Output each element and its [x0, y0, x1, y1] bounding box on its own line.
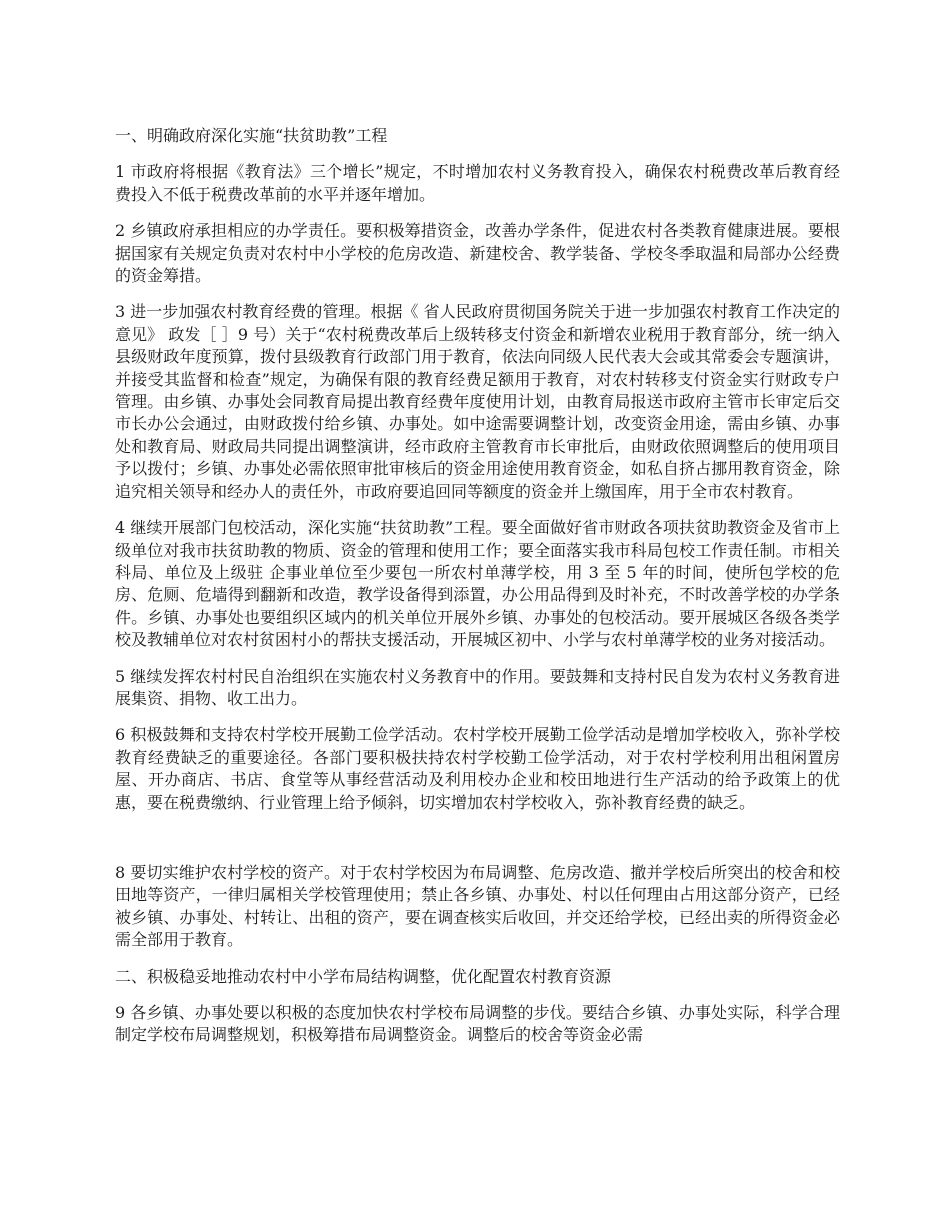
- paragraph-1: 1 市政府将根据《教育法》三个增长”规定，不时增加农村义务教育投入，确保农村税费改革后教育经费投入不低于税费改革前的水平并逐年增加。: [115, 162, 840, 204]
- paragraph-9: 9 各乡镇、办事处要以积极的态度加快农村学校布局调整的步伐。要结合乡镇、办事处实际，科学合理制定学校布局调整规划，积极筹措布局调整资金。调整后的校舍等资金必需: [115, 1003, 840, 1045]
- paragraph-5: 5 继续发挥农村村民自治组织在实施农村义务教育中的作用。要鼓舞和支持村民自发为农村义务教育进展集资、捐物、收工出力。: [115, 666, 840, 708]
- section-heading-1: 一、明确政府深化实施“扶贫助教”工程: [115, 126, 388, 145]
- document-page: [115, 125, 840, 1061]
- blank-space: [115, 828, 840, 862]
- paragraph-6: 6 积极鼓舞和支持农村学校开展勤工俭学活动。农村学校开展勤工俭学活动是增加学校收入，弥补学校教育经费缺乏的重要途径。各部门要积极扶持农村学校勤工俭学活动，对于农村学校利用出租闲置房屋、开办商店、书店、食堂等从事经营活动及利用校办企业和校田地进行生产活动的给予政策上的优惠，要在税费缴纳、行业管理上给予倾斜，切实增加农村学校收入，弥补教育经费的缺乏。: [115, 725, 840, 812]
- paragraph-3: 3 进一步加强农村教育经费的管理。根据《 省人民政府贯彻国务院关于进一步加强农村教育工作决定的意见》 政发［ ］9 号）关于“农村税费改革后上级转移支付资金和新增农业税用于教育部分，统一纳入县级财政年度预算，拨付县级教育行政部门用于教育，依法向同级人民代表大会或其常委会专题演讲，并接受其监督和检查”规定，为确保有限的教育经费足额用于教育，对农村转移支付资金实行财政专户管理。由乡镇、办事处会同教育局提出教育经费年度使用计划，由教育局报送市政府主管市长审定后交市长办公会通过，由财政拨付给乡镇、办事处。如中途需要调整计划，改变资金用途，需由乡镇、办事处和教育局、财政局共同提出调整演讲，经市政府主管教育市长审批后，由财政依照调整后的使用项目予以拨付；乡镇、办事处必需依照审批审核后的资金用途使用教育资金，如私自挤占挪用教育资金，除追究相关领导和经办人的责任外，市政府要追回同等额度的资金并上缴国库，用于全市农村教育。: [115, 302, 840, 501]
- paragraph-4: 4 继续开展部门包校活动，深化实施“扶贫助教”工程。要全面做好省市财政各项扶贫助教资金及省市上级单位对我市扶贫助教的物质、资金的管理和使用工作；要全面落实我市科局包校工作责任制。市相关科局、单位及上级驻 企事业单位至少要包一所农村单薄学校，用 3 至 5 年的时间，使所包学校的危房、危厕、危墙得到翻新和改造，教学设备得到添置，办公用品得到及时补充，不时改善学校的办学条件。乡镇、办事处也要组织区域内的机关单位开展外乡镇、办事处的包校活动。要开展城区各级各类学校及教辅单位对农村贫困村小的帮扶支援活动，开展城区初中、小学与农村单薄学校的业务对接活动。: [115, 518, 840, 650]
- section-heading-2: 二、积极稳妥地推动农村中小学布局结构调整，优化配置农村教育资源: [115, 966, 612, 986]
- paragraph-2: 2 乡镇政府承担相应的办学责任。要积极筹措资金，改善办学条件，促进农村各类教育健康进展。要根据国家有关规定负责对农村中小学校的危房改造、新建校舍、教学装备、学校冬季取温和局部办公经费的资金筹措。: [115, 221, 840, 286]
- paragraph-8: 8 要切实维护农村学校的资产。对于农村学校因为布局调整、危房改造、撤并学校后所突出的校舍和校田地等资产，一律归属相关学校管理使用；禁止各乡镇、办事处、村以任何理由占用这部分资产，已经被乡镇、办事处、村转让、出租的资产，要在调查核实后收回，并交还给学校，已经出卖的所得资金必需全部用于教育。: [115, 862, 840, 950]
